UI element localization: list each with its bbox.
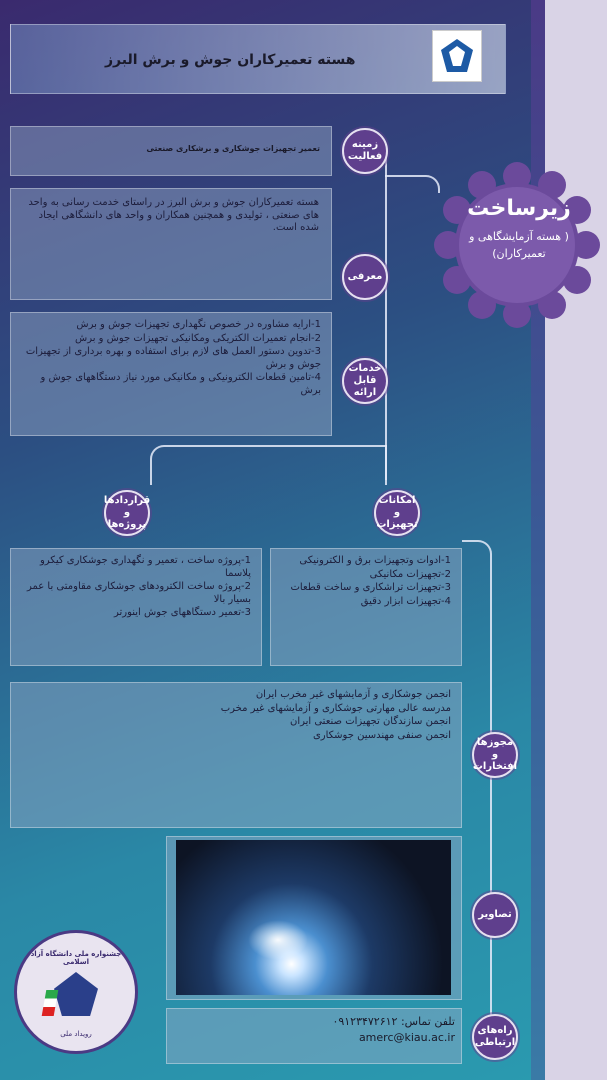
email-link[interactable]: amerc@kiau.ac.ir	[358, 1030, 455, 1044]
connector-line	[150, 445, 387, 485]
contracts-badge: قراردادها و پروژه‌ها	[104, 490, 150, 536]
contact-badge: راه‌های ارتباطی	[472, 1014, 518, 1060]
equipment-badge: امکانات و تجهیزات	[374, 490, 420, 536]
list-item: مدرسه عالی مهارتی جوشکاری و آزمایشهای غیر مخرب	[220, 702, 451, 714]
list-item: 1-پروژه ساخت ، تعمیر و نگهداری جوشکاری کیکرو پلاسما	[39, 555, 251, 579]
intro-text: هسته تعمیرکاران جوش و برش البرز در راستای خدمت رسانی به واحد های صنعتی ، تولیدی و همچنین همکاران و واحد های دانشگاهی ایجاد شده است.	[28, 197, 319, 233]
phone-text: تلفن تماس: ۰۹۱۲۳۴۷۲۶۱۲	[332, 1015, 455, 1028]
contact-info	[300, 1014, 455, 1046]
welding-spark	[248, 920, 308, 960]
intro-box	[10, 188, 332, 300]
list-item: 2-پروژه ساخت الکترودهای جوشکاری مقاومتی با عمر بسیار بالا	[26, 581, 251, 605]
intro-badge: معرفی	[342, 254, 388, 300]
list-item: 1-ادوات وتجهیزات برق و الکترونیکی	[299, 555, 451, 566]
list-item: 2-تجهیزات مکانیکی	[369, 568, 451, 580]
seal-bottom-text: رویداد ملی	[60, 1030, 92, 1038]
services-box	[10, 312, 332, 436]
licenses-badge: مجوزها و افتخارات	[472, 732, 518, 778]
list-item: 4-تجهیزات ابزار دقیق	[360, 595, 451, 607]
list-item: 4-تامین قطعات الکترونیکی و مکانیکی مورد نیاز دستگاههای جوش و برش	[40, 372, 321, 396]
connector-line	[462, 540, 492, 1020]
welding-photo	[176, 840, 451, 995]
logo-emblem	[437, 36, 477, 76]
university-logo-icon	[432, 30, 482, 82]
list-item: 1-ارایه مشاوره در خصوص نگهداری تجهیزات جوش و برش	[76, 319, 321, 330]
list-item: 3-تدوین دستور العمل های لازم برای استفاده و بهره برداری از تجهیزات جوش و برش	[25, 346, 321, 370]
connector-line	[385, 150, 387, 480]
sidebar-subtitle: ( هسته آزمایشگاهی و تعمیرکاران)	[469, 230, 569, 260]
seal-ring-text: جشنواره ملی دانشگاه آزاد اسلامی	[30, 950, 122, 966]
images-badge: تصاویر	[472, 892, 518, 938]
list-item: انجمن سازندگان تجهیزات صنعتی ایران	[289, 716, 451, 727]
equipment-box	[270, 548, 462, 666]
list-item: 3-تجهیزات تراشکاری و ساخت قطعات	[290, 582, 451, 593]
sidebar-title: زیرساخت	[467, 196, 571, 221]
activity-badge: زمینه فعالیت	[342, 128, 388, 174]
connector-line	[385, 445, 387, 485]
list-item: 2-انجام تعمیرات الکتریکی ومکانیکی تجهیزات جوش و برش	[74, 332, 321, 344]
list-item: 3-تعمیر دستگاههای جوش اینورتر	[113, 607, 251, 618]
connector-line	[385, 175, 440, 193]
page-title: هسته تعمیرکاران جوش و برش البرز	[105, 52, 356, 68]
sidebar-heading	[444, 196, 594, 262]
licenses-box	[10, 682, 462, 828]
services-badge: خدمات قابل ارائه	[342, 358, 388, 404]
list-item: انجمن صنفی مهندسین جوشکاری	[312, 729, 451, 741]
list-item: انجمن جوشکاری و آزمایشهای غیر مخرب ایران	[255, 689, 451, 700]
activity-text: تعمیر تجهیزات جوشکاری و برشکاری صنعتی	[146, 144, 320, 153]
contracts-box	[10, 548, 262, 666]
